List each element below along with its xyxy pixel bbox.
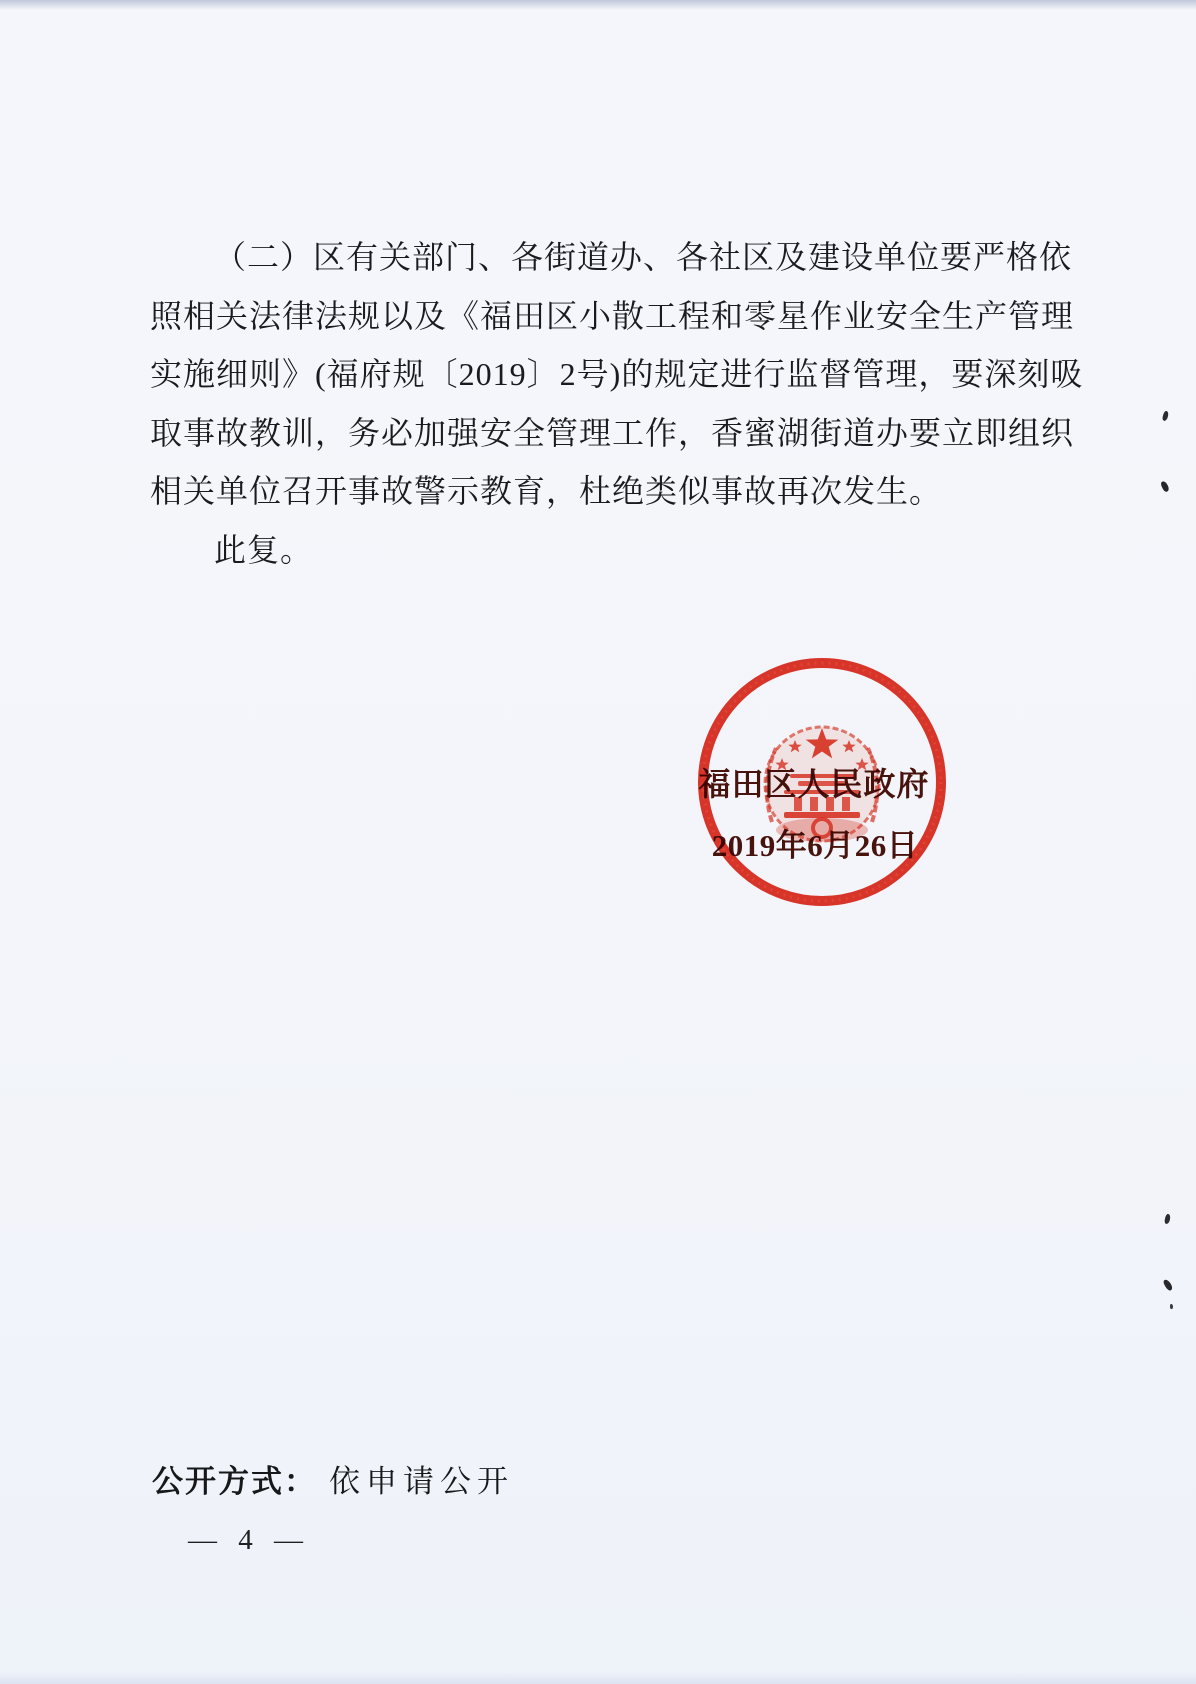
ink-speck [1162, 410, 1170, 421]
signature-date: 2019年6月26日 [711, 828, 919, 863]
scan-top-edge [0, 0, 1196, 10]
body-text-block [150, 228, 1084, 579]
body-line: 相关单位召开事故警示教育，杜绝类似事故再次发生。 [150, 473, 943, 509]
signature-issuer: 福田区人民政府 [698, 766, 930, 802]
body-line: （二）区有关部门、各街道办、各社区及建设单位要严格依 [214, 239, 1073, 275]
ink-speck [1170, 1304, 1173, 1309]
body-line: 取事故教训，务必加强安全管理工作，香蜜湖街道办要立即组织 [150, 414, 1075, 451]
body-line: 照相关法律法规以及《福田区小散工程和零星作业安全生产管理 [150, 297, 1075, 334]
ink-speck [1162, 1278, 1173, 1291]
ink-speck [1164, 1214, 1171, 1225]
closing-line: 此复。 [214, 531, 314, 568]
scan-bottom-edge [0, 1672, 1196, 1684]
disclosure-label: 公开方式： [152, 1464, 317, 1499]
disclosure-row [152, 1456, 514, 1501]
ink-speck [1160, 480, 1170, 492]
disclosure-value: 依申请公开 [329, 1464, 514, 1499]
body-line: 实施细则》(福府规〔2019〕2号)的规定进行监督管理，要深刻吸 [150, 356, 1084, 392]
page-number: — 4 — [188, 1524, 310, 1556]
